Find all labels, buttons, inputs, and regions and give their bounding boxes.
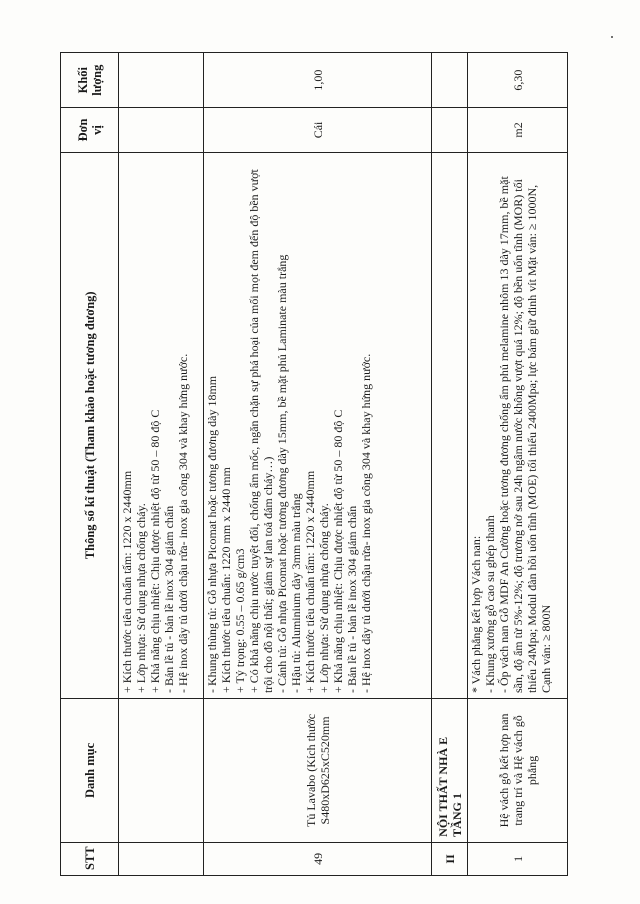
spec-line: + Khả năng chịu nhiệt: Chịu được nhiệt độ từ 50 – 80 độ C bbox=[331, 409, 345, 694]
spec-table bbox=[60, 52, 568, 876]
table-row bbox=[468, 53, 568, 876]
spec-line: - Hậu tủ: Aluminium dày 3mm màu trắng bbox=[289, 493, 303, 694]
header-unit: Đơn vị bbox=[61, 108, 119, 152]
rotated-page bbox=[60, 52, 580, 876]
row-unit bbox=[119, 108, 204, 152]
spec-line: * Vách phẳng kết hợp Vách nan: bbox=[469, 535, 483, 694]
row-name: Tủ Lavabo (Kích thước S480xD625xC520mm bbox=[204, 699, 432, 843]
spec-line: + Kích thước tiêu chuẩn tấm: 1220 x 2440mm bbox=[120, 470, 134, 694]
row-spec bbox=[119, 152, 204, 698]
section-spec bbox=[432, 152, 468, 698]
spec-line: + Kích thước tiêu chuẩn tấm: 1220 x 2440mm bbox=[303, 470, 317, 694]
spec-line: - Ốp vách nan Gỗ MDF An Cường hoặc tương đương chống ẩm phủ melamine nhôm 13 dày 17mm, bề mặt sần, độ ẩm từ 5%-12%; độ trương nở sau 24h ngâm nước không vượt quá 12%; độ bền uốn tĩnh (MOR) tối thiểu 24Mpa; Modul đàn hồi uốn tĩnh (MOE) tối thiểu 2400Mpa; lực bám giữ đinh vít Mặt ván: ≥ 1000N, Cạnh ván: ≥ 800N bbox=[497, 176, 553, 694]
table-row bbox=[204, 53, 432, 876]
section-unit bbox=[432, 108, 468, 152]
row-name: Hệ vách gỗ kết hợp nan trang trí và Hệ vách gỗ phẳng bbox=[468, 699, 568, 843]
header-qty: Khối lượng bbox=[61, 53, 119, 108]
row-unit: m2 bbox=[468, 108, 568, 152]
spec-line: - Hệ inox dây tủ dưới chậu rửa- inox gia công 304 và khay hứng nước. bbox=[359, 353, 373, 694]
spec-line: + Khả năng chịu nhiệt: Chịu được nhiệt độ từ 50 – 80 độ C bbox=[148, 409, 162, 694]
spec-line: - Hệ inox dây tủ dưới chậu rửa- inox gia công 304 và khay hứng nước. bbox=[176, 353, 190, 694]
table-body bbox=[119, 53, 568, 876]
row-spec bbox=[468, 152, 568, 698]
row-qty bbox=[119, 53, 204, 108]
section-row bbox=[432, 53, 468, 876]
row-qty: 6,30 bbox=[468, 53, 568, 108]
section-title: NỘI THẤT NHÀ E TẦNG 1 bbox=[432, 699, 468, 843]
spec-line: - Bản lề tủ - bản lề inox 304 giảm chấn bbox=[345, 505, 359, 694]
spec-line: - Khung xương gỗ cao su ghép thanh bbox=[483, 515, 497, 694]
header-spec: Thông số kĩ thuật (Tham khảo hoặc tương đương) bbox=[61, 152, 119, 698]
spec-line: - Khung thùng tủ: Gỗ nhựa Picomat hoặc tương đương dày 18mm bbox=[205, 375, 219, 694]
section-qty bbox=[432, 53, 468, 108]
row-unit: Cái bbox=[204, 108, 432, 152]
spec-line: + Kích thước tiêu chuẩn: 1220 mm x 2440 mm bbox=[219, 467, 233, 694]
spec-line: + Tỷ trọng: 0.55 – 0.65 g/cm3 bbox=[233, 548, 247, 694]
header-stt: STT bbox=[61, 842, 119, 875]
row-stt bbox=[119, 842, 204, 875]
spec-line: + Lớp nhựa: Sử dụng nhựa chống cháy. bbox=[317, 503, 331, 694]
row-stt: 49 bbox=[204, 842, 432, 875]
spec-line: + Lớp nhựa: Sử dụng nhựa chống cháy. bbox=[134, 503, 148, 694]
row-qty: 1,00 bbox=[204, 53, 432, 108]
table-row bbox=[119, 53, 204, 876]
header-name: Danh mục bbox=[61, 699, 119, 843]
spec-line: - Cánh tủ: Gỗ nhựa Picomat hoặc tương đương dày 15mm, bề mặt phủ Laminate màu trắng bbox=[275, 254, 289, 694]
scan-dot bbox=[611, 36, 613, 38]
spec-line: - Bản lề tủ - bản lề inox 304 giảm chấn bbox=[162, 505, 176, 694]
section-stt: II bbox=[432, 842, 468, 875]
spec-line: + Có khả năng chịu nước tuyệt đối, chống ẩm mốc, ngăn chặn sự phá hoại của mối mọt đem đến độ bền vượt trội cho đồ nội thất; giảm sự lan toả đám cháy…) bbox=[247, 169, 275, 694]
row-stt: 1 bbox=[468, 842, 568, 875]
table-header-row bbox=[61, 53, 119, 876]
row-name bbox=[119, 699, 204, 843]
row-spec bbox=[204, 152, 432, 698]
